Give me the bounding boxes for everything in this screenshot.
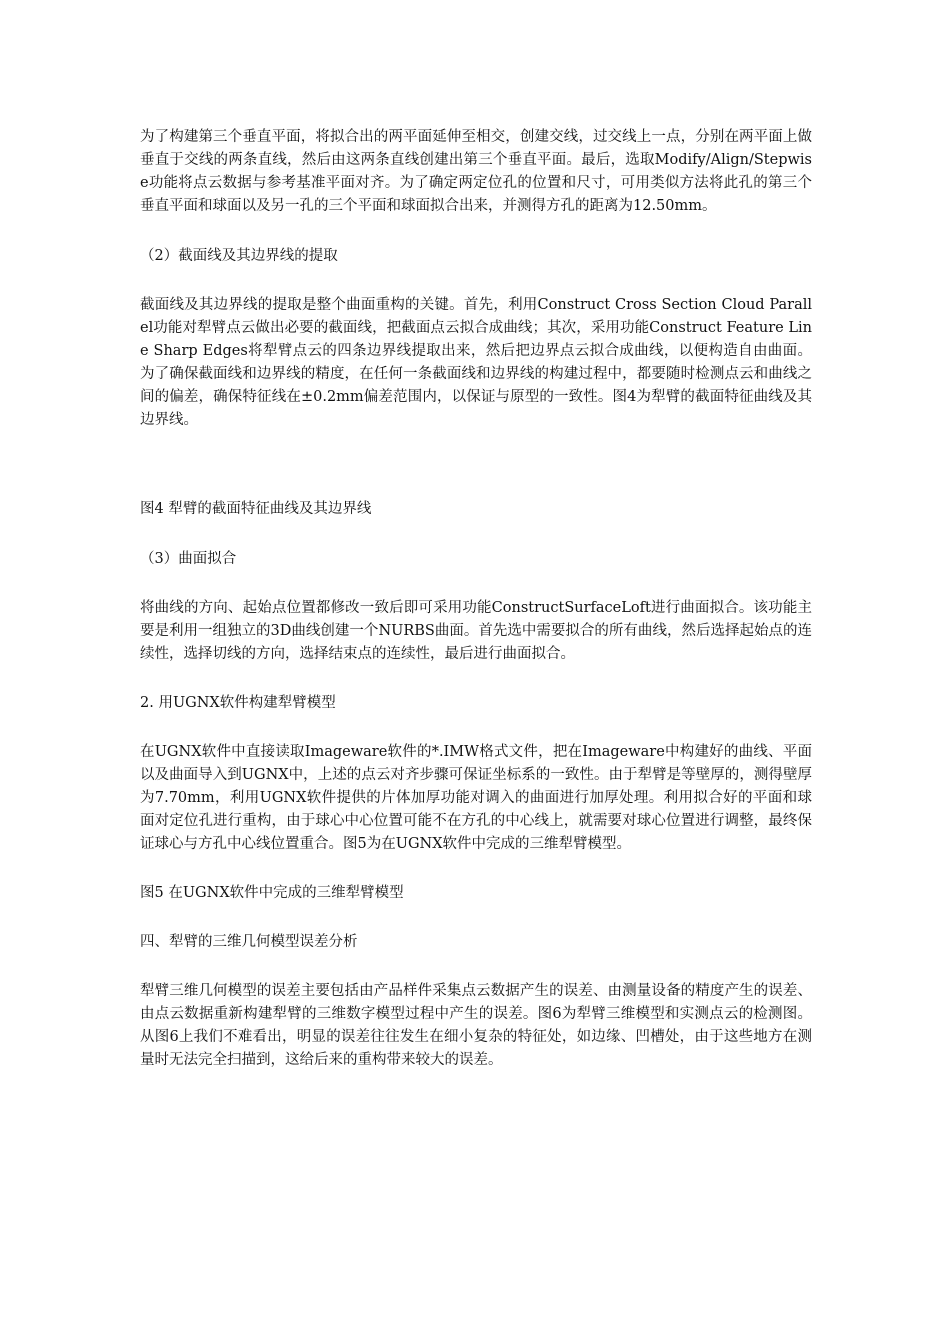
subheading-surface-fitting: （3）曲面拟合	[140, 551, 237, 567]
paragraph-surface-fitting: 将曲线的方向、起始点位置都修改一致后即可采用功能ConstructSurfaceLoft进行曲面拟合。该功能主要是利用一组独立的3D曲线创建一个NURBS曲面。首先选中需要拟合的所有曲线，然后选择起始点的连续性，选择切线的方向，选择结束点的连续性，最后进行曲面拟合。	[140, 600, 812, 662]
section-error-analysis: 四、犁臂的三维几何模型误差分析	[140, 934, 358, 950]
figure-5-caption: 图5 在UGNX软件中完成的三维犁臂模型	[140, 885, 404, 901]
figure-4-caption: 图4 犁臂的截面特征曲线及其边界线	[140, 501, 372, 517]
paragraph-ugnx-model: 在UGNX软件中直接读取Imageware软件的*.IMW格式文件，把在Imageware中构建好的曲线、平面以及曲面导入到UGNX中，上述的点云对齐步骤可保证坐标系的一致性。由于犁臂是等壁厚的，测得壁厚为7.70mm，利用UGNX软件提供的片体加厚功能对调入的曲面进行加厚处理。利用拟合好的平面和球面对定位孔进行重构，由于球心中心位置可能不在方孔的中心线上，就需要对球心位置进行调整，最终保证球心与方孔中心线位置重合。图5为在UGNX软件中完成的三维犁臂模型。	[140, 744, 812, 852]
section-ugnx-model: 2. 用UGNX软件构建犁臂模型	[140, 695, 336, 711]
paragraph-vertical-plane: 为了构建第三个垂直平面，将拟合出的两平面延伸至相交，创建交线，过交线上一点，分别在两平面上做垂直于交线的两条直线，然后由这两条直线创建出第三个垂直平面。最后，选取Modify/Align/Stepwise功能将点云数据与参考基准平面对齐。为了确定两定位孔的位置和尺寸，可用类似方法将此孔的第三个垂直平面和球面以及另一孔的三个平面和球面拟合出来，并测得方孔的距离为12.50mm。	[140, 129, 812, 214]
paragraph-section-line-extraction: 截面线及其边界线的提取是整个曲面重构的关键。首先，利用Construct Cross Section Cloud Parallel功能对犁臂点云做出必要的截面线，把截面点云拟合成曲线；其次，采用功能Construct Feature Line Sharp Edges将犁臂点云的四条边界线提取出来，然后把边界点云拟合成曲线，以便构造自由曲面。为了确保截面线和边界线的精度，在任何一条截面线和边界线的构建过程中，都要随时检测点云和曲线之间的偏差，确保特征线在±0.2mm偏差范围内，以保证与原型的一致性。图4为犁臂的截面特征曲线及其边界线。	[140, 297, 812, 428]
document-body	[140, 126, 812, 1072]
subheading-section-line-extraction: （2）截面线及其边界线的提取	[140, 248, 338, 264]
paragraph-error-analysis: 犁臂三维几何模型的误差主要包括由产品样件采集点云数据产生的误差、由测量设备的精度产生的误差、由点云数据重新构建犁臂的三维数字模型过程中产生的误差。图6为犁臂三维模型和实测点云的检测图。从图6上我们不难看出，明显的误差往往发生在细小复杂的特征处，如边缘、凹槽处，由于这些地方在测量时无法完全扫描到，这给后来的重构带来较大的误差。	[140, 983, 812, 1068]
